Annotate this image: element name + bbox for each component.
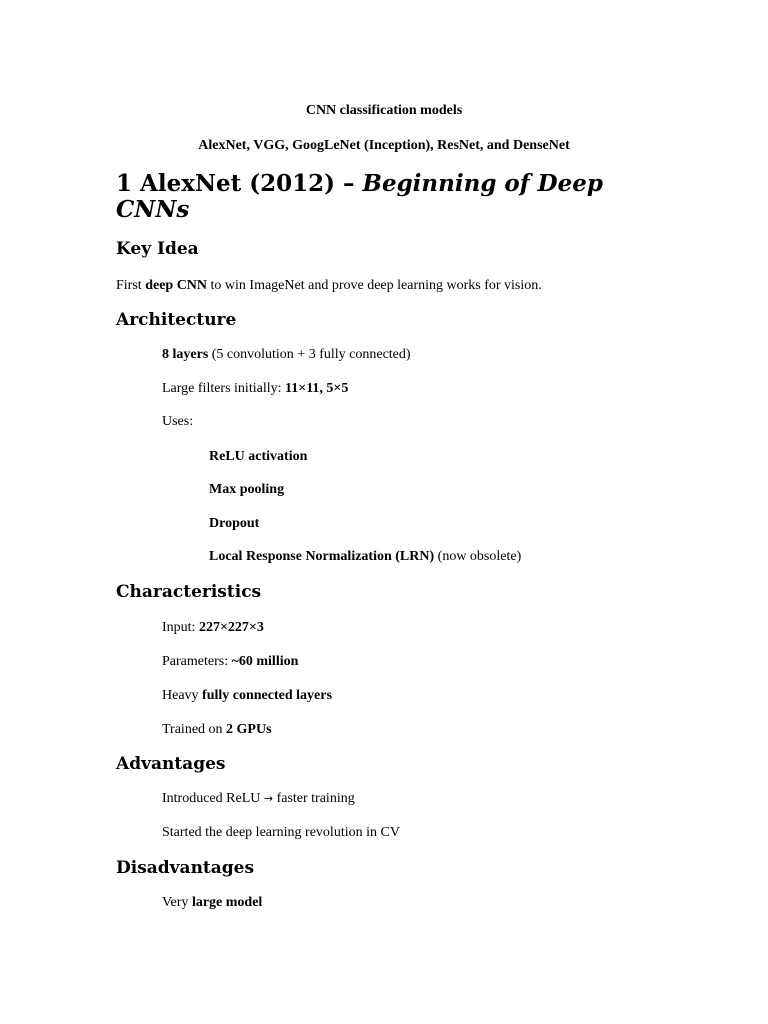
disadvantages-item-large-model: [162, 894, 262, 912]
large-model-bold: large model: [191, 895, 263, 910]
parameters-value: ~60 million: [231, 654, 299, 669]
key-idea-text: [116, 277, 542, 295]
key-idea-text-plain: First: [116, 278, 146, 293]
uses-item-maxpool: [209, 481, 284, 499]
architecture-layers-bold: 8 layers: [162, 347, 209, 362]
large-model-plain: Very: [162, 895, 192, 910]
uses-item-maxpool-text: Max pooling: [209, 482, 285, 497]
input-value: 227×227×3: [198, 620, 264, 635]
advantages-relu-rest: faster training: [273, 791, 355, 806]
advantages-item-revolution: Started the deep learning revolution in CV: [162, 825, 400, 840]
architecture-filters-bold: 11×11, 5×5: [285, 381, 349, 396]
heading-characteristics: Characteristics: [116, 582, 262, 602]
advantages-item-relu: [162, 790, 355, 808]
fc-plain: Heavy: [162, 688, 203, 703]
architecture-item-layers: [162, 346, 411, 364]
heading-disadvantages: Disadvantages: [116, 858, 255, 878]
document-title: CNN classification models: [305, 103, 463, 118]
characteristics-item-input: [162, 619, 264, 637]
uses-item-relu: [209, 448, 307, 466]
heading-advantages: Advantages: [116, 754, 226, 774]
uses-item-lrn-text: Local Response Normalization (LRN): [209, 549, 435, 564]
uses-item-dropout-text: Dropout: [209, 516, 260, 531]
uses-item-relu-text: ReLU activation: [209, 449, 308, 464]
advantages-relu-plain: Introduced ReLU: [162, 791, 264, 806]
parameters-label: Parameters:: [162, 654, 232, 669]
input-label: Input:: [162, 620, 199, 635]
heading-key-idea: Key Idea: [116, 239, 199, 259]
characteristics-item-fc: [162, 687, 332, 705]
uses-item-lrn-note: (now obsolete): [434, 549, 522, 564]
heading-architecture: Architecture: [116, 310, 237, 330]
architecture-item-uses: Uses:: [162, 414, 194, 429]
section-heading-alexnet: [116, 171, 676, 223]
uses-item-dropout: [209, 515, 259, 533]
characteristics-item-parameters: [162, 653, 298, 671]
characteristics-item-gpus: [162, 721, 272, 739]
key-idea-text-bold: deep CNN: [145, 278, 208, 293]
architecture-layers-rest: (5 convolution + 3 fully connected): [208, 347, 411, 362]
gpus-bold: 2 GPUs: [226, 722, 272, 737]
document-subtitle: AlexNet, VGG, GoogLeNet (Inception), ResNet, and DenseNet: [198, 138, 570, 153]
key-idea-text-rest: to win ImageNet and prove deep learning works for vision.: [207, 278, 542, 293]
architecture-filters-plain: Large filters initially:: [162, 381, 285, 396]
right-arrow-icon: →: [263, 792, 274, 805]
section-heading-italic: Beginning of Deep CNNs: [116, 170, 603, 223]
uses-item-lrn: [209, 548, 521, 566]
section-heading-plain: 1 AlexNet (2012) –: [116, 170, 363, 197]
fc-bold: fully connected layers: [202, 688, 332, 703]
gpus-plain: Trained on: [162, 722, 227, 737]
architecture-item-filters: [162, 380, 348, 398]
